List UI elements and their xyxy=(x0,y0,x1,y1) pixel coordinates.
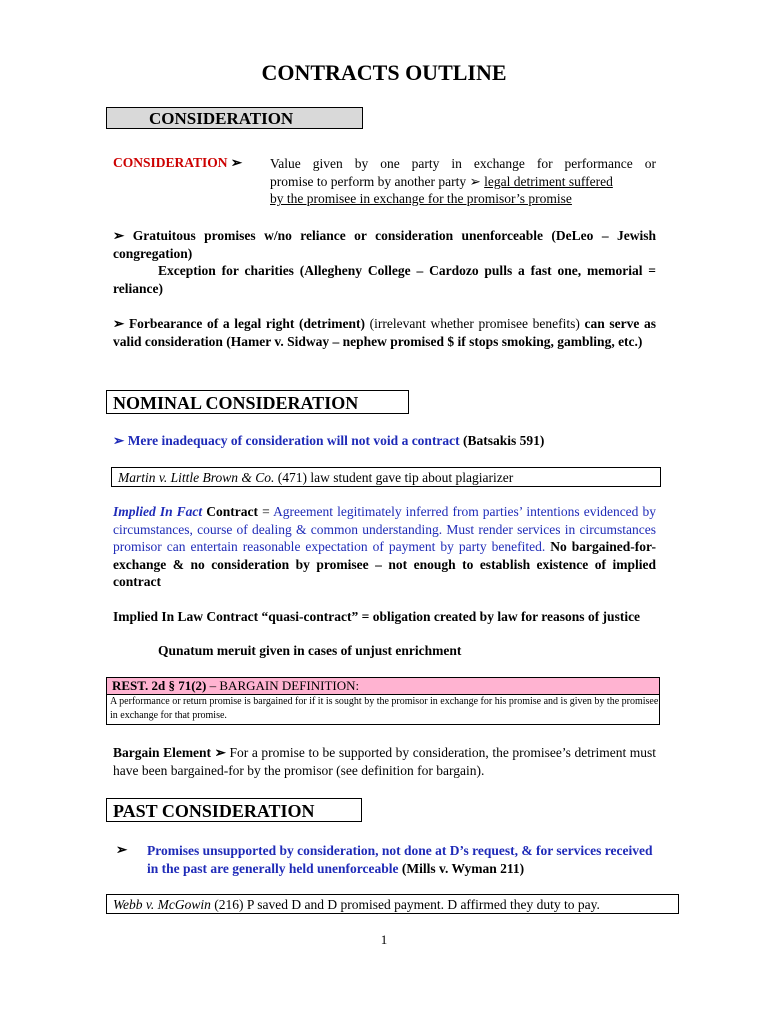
consideration-def-line3: by the promisee in exchange for the promisor’s promise xyxy=(270,191,572,206)
implied-in-fact xyxy=(113,503,656,591)
gratuitous-text: Gratuitous promises w/no reliance or consideration unenforceable (DeLeo – Jewish congregation) xyxy=(113,228,656,261)
case-box-webb xyxy=(106,894,679,914)
arrow-icon: ➢ xyxy=(113,228,125,243)
forbearance-normal: (irrelevant whether promisee benefits) xyxy=(364,316,585,331)
document-title: CONTRACTS OUTLINE xyxy=(261,60,507,85)
forbearance-bold: Forbearance of a legal right (detriment) xyxy=(128,316,365,331)
arrow-icon: ➢ xyxy=(116,842,128,857)
consideration-definition xyxy=(270,155,656,208)
implied-fact-term-rest: Contract xyxy=(202,504,259,519)
heading-consideration: CONSIDERATION xyxy=(106,107,363,129)
inadequacy-cite: (Batsakis 591) xyxy=(459,433,545,448)
bargain-text: For a promise to be supported by consideration, the promisee’s detriment must have been bargained-for by the promisor (see definition for bargain). xyxy=(113,745,657,778)
restatement-header xyxy=(106,677,660,695)
implied-fact-definition: Agreement legitimately inferred from parties’ intentions evidenced by circumstances, course of dealing & common understanding. Must render services in circumstances promisor can entertain reasonable expectation of payment by party benefited. xyxy=(113,504,657,554)
inadequacy-text: Mere inadequacy of consideration will not void a contract xyxy=(127,433,460,448)
implied-fact-note: No bargained-for-exchange & no consideration by promisee – not enough to establish existence of implied contract xyxy=(113,539,656,589)
arrow-icon: ➢ xyxy=(214,745,226,760)
quantum-meruit: Qunatum meruit given in cases of unjust enrichment xyxy=(158,643,462,658)
past-consideration-rule xyxy=(147,842,657,877)
restatement-body: A performance or return promise is bargained for if it is sought by the promisor in exchange for his promise and is given by the promisee in exchange for that promise. xyxy=(106,695,660,725)
consideration-def-line2 xyxy=(270,173,656,191)
heading-past-consideration: PAST CONSIDERATION xyxy=(106,798,362,822)
implied-fact-term: Implied In Fact xyxy=(113,504,203,519)
past-rule-text: Promises unsupported by consideration, not done at D’s request, & for services received in the past are generally held unenforceable xyxy=(147,843,653,876)
page-number: 1 xyxy=(380,932,388,947)
case-box-martin xyxy=(111,467,661,487)
gratuitous-rule xyxy=(113,227,656,262)
forbearance-bold-2: can serve as valid consideration (Hamer v. Sidway – nephew promised $ if stops smoking, gambling, etc.) xyxy=(113,316,656,349)
consideration-def-line1: Value given by one party in exchange for performance or xyxy=(270,156,656,171)
case-summary: (471) law student gave tip about plagiarizer xyxy=(274,470,514,485)
case-summary: (216) P saved D and D promised payment. D affirmed they duty to pay. xyxy=(210,897,600,912)
def-line2-prefix: promise to perform by another party ➢ xyxy=(270,173,485,189)
implied-in-law: Implied In Law Contract “quasi-contract” = obligation created by law for reasons of justice xyxy=(113,609,641,624)
case-name: Martin v. Little Brown & Co. xyxy=(118,470,275,485)
arrow-icon: ➢ xyxy=(230,155,243,170)
case-name: Webb v. McGowin xyxy=(113,897,211,912)
heading-nominal-consideration: NOMINAL CONSIDERATION xyxy=(106,390,409,414)
arrow-icon: ➢ xyxy=(113,433,125,448)
inadequacy-rule xyxy=(113,433,544,449)
restatement-title: – BARGAIN DEFINITION: xyxy=(206,678,360,693)
past-rule-cite: (Mills v. Wyman 211) xyxy=(398,860,525,876)
arrow-icon: ➢ xyxy=(113,316,125,331)
consideration-term-label: CONSIDERATION xyxy=(113,155,228,170)
def-line2-underlined: legal detriment suffered xyxy=(484,173,613,189)
implied-fact-eq: = xyxy=(258,504,274,519)
consideration-term xyxy=(113,155,242,171)
bargain-element xyxy=(113,744,656,779)
forbearance-rule xyxy=(113,315,656,350)
charity-exception: Exception for charities (Allegheny College – Cardozo pulls a fast one, memorial = reliance) xyxy=(113,263,656,296)
restatement-section: REST. 2d § 71(2) xyxy=(112,678,207,693)
bargain-term: Bargain Element xyxy=(113,745,212,760)
